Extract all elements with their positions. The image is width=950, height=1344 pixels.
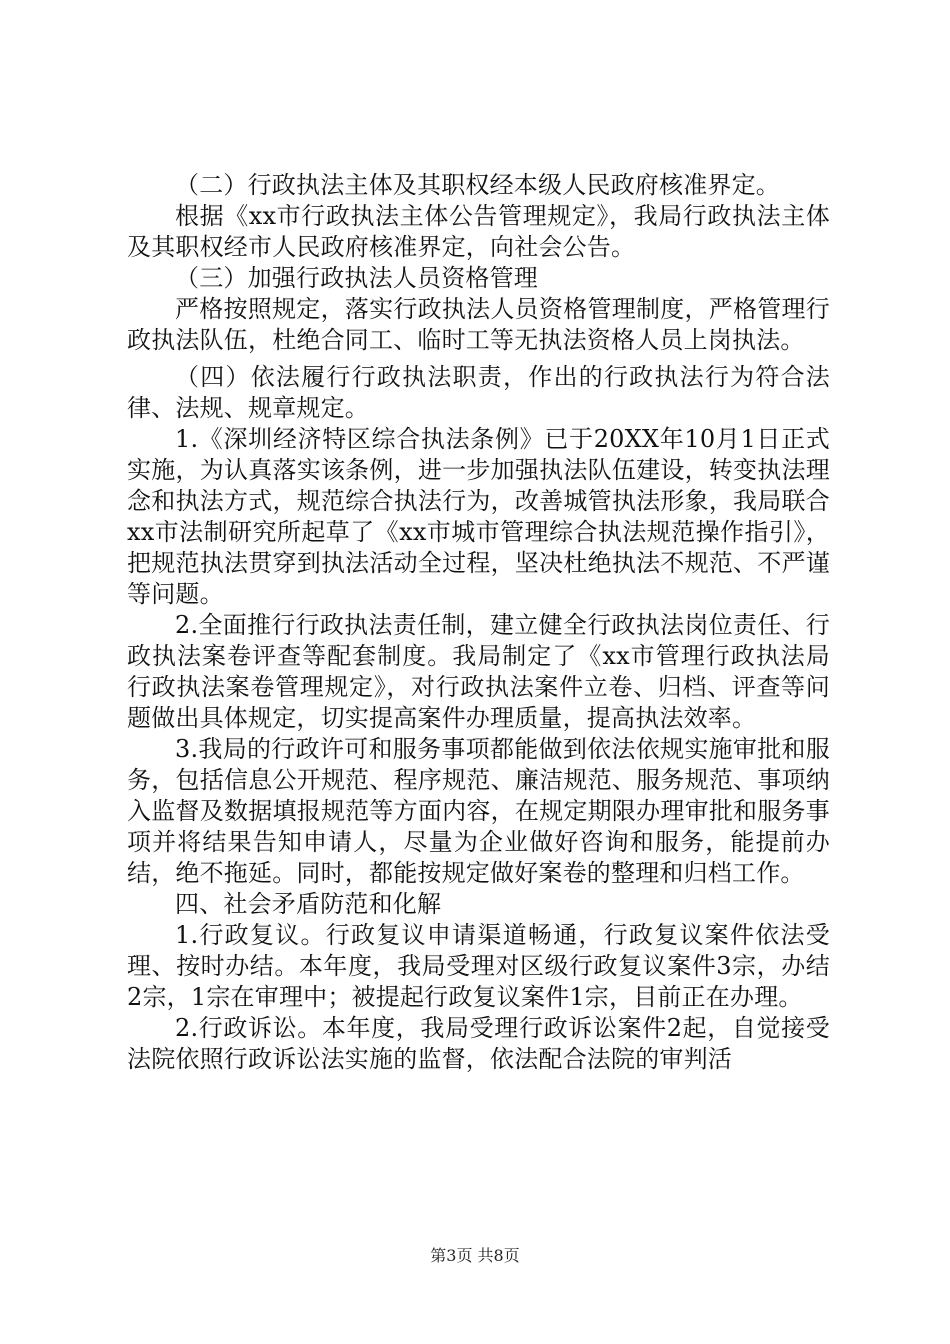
paragraph: 严格按照规定，落实行政执法人员资格管理制度，严格管理行政执法队伍，杜绝合同工、临时工等无执法资格人员上岗执法。 <box>127 295 830 354</box>
paragraph: 根据《xx市行政执法主体公告管理规定》，我局行政执法主体及其职权经市人民政府核准界定，向社会公告。 <box>127 202 830 261</box>
paragraph: 3.我局的行政许可和服务事项都能做到依法依规实施审批和服务，包括信息公开规范、程序规范、廉洁规范、服务规范、事项纳入监督及数据填报规范等方面内容，在规定期限办理审批和服务事项并将结果告知申请人，尽量为企业做好咨询和服务，能提前办结，绝不拖延。同时，都能按规定做好案卷的整理和归档工作。 <box>127 735 830 887</box>
page-number-footer: 第3页 共8页 <box>430 1246 520 1265</box>
section-heading-4: （四）依法履行行政执法职责，作出的行政执法行为符合法律、法规、规章规定。 <box>127 363 830 422</box>
document-body <box>127 170 830 1075</box>
paragraph: 2.全面推行行政执法责任制，建立健全行政执法岗位责任、行政执法案卷评查等配套制度。我局制定了《xx市管理行政执法局行政执法案卷管理规定》，对行政执法案件立卷、归档、评查等问题做出具体规定，切实提高案件办理质量，提高执法效率。 <box>127 611 830 732</box>
chapter-heading: 四、社会矛盾防范和化解 <box>175 890 442 918</box>
section-heading-3: （三）加强行政执法人员资格管理 <box>175 264 538 292</box>
paragraph: 2.行政诉讼。本年度，我局受理行政诉讼案件2起，自觉接受法院依照行政诉讼法实施的监督，依法配合法院的审判活 <box>127 1014 830 1073</box>
paragraph: 1.《深圳经济特区综合执法条例》已于20XX年10月1日正式实施，为认真落实该条例，进一步加强执法队伍建设，转变执法理念和执法方式，规范综合执法行为，改善城管执法形象，我局联合xx市法制研究所起草了《xx市城市管理综合执法规范操作指引》，把规范执法贯穿到执法活动全过程，坚决杜绝执法不规范、不严谨等问题。 <box>127 425 830 608</box>
paragraph: 1.行政复议。行政复议申请渠道畅通，行政复议案件依法受理、按时办结。本年度，我局受理对区级行政复议案件3宗，办结2宗，1宗在审理中；被提起行政复议案件1宗，目前正在办理。 <box>127 921 830 1011</box>
section-heading-2: （二）行政执法主体及其职权经本级人民政府核准界定。 <box>175 171 780 199</box>
